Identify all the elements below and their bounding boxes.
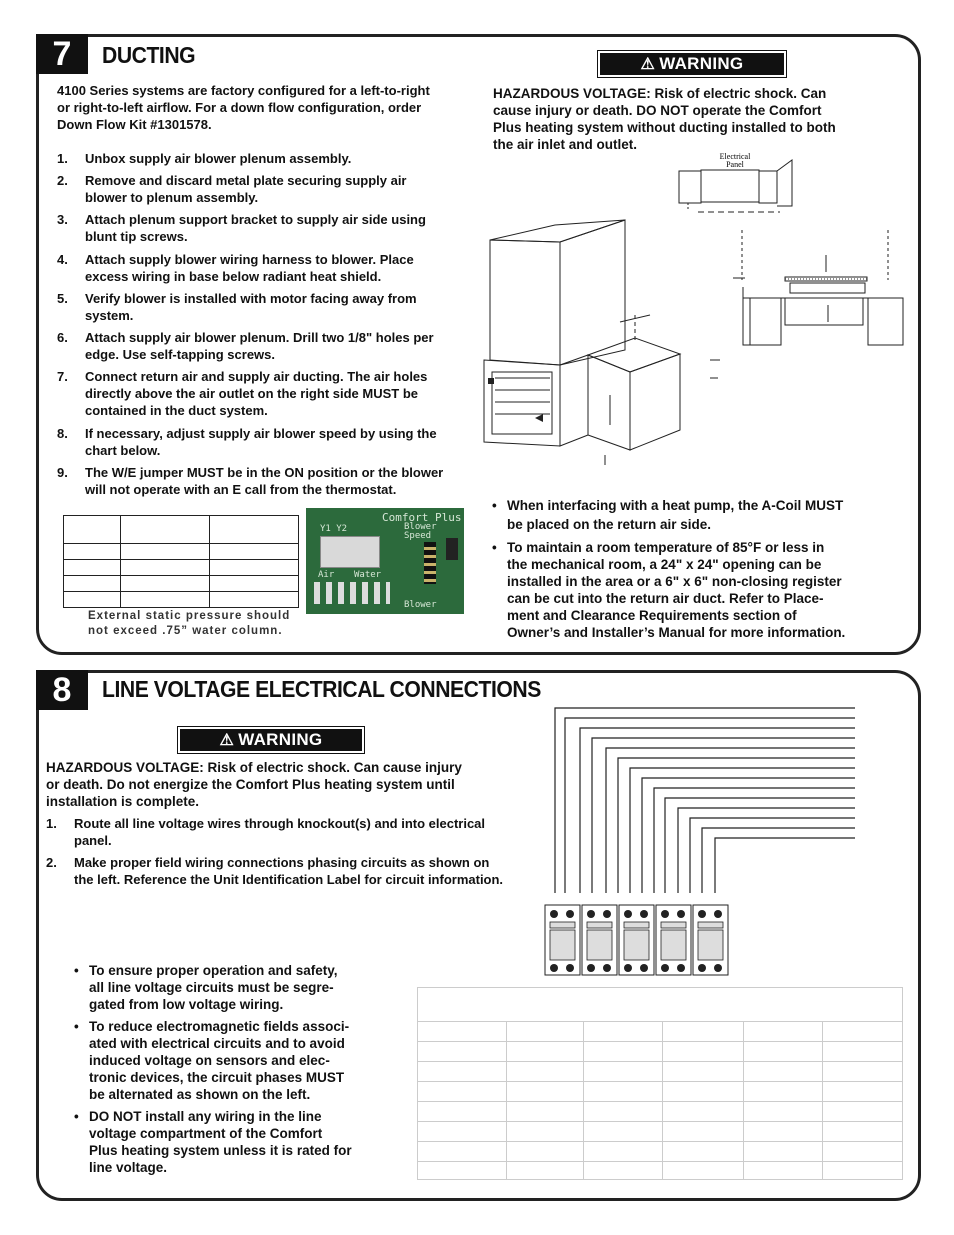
ducting-warning-text: HAZARDOUS VOLTAGE: Risk of electric shock. Can cause injury or death. DO NOT operate the Comfort Plus heating system without ducting installed to both the air inlet and outlet. — [493, 86, 836, 152]
capacitor — [446, 538, 458, 560]
water-jumpers — [350, 582, 390, 604]
relay — [320, 536, 380, 568]
ducting-diagram — [480, 150, 910, 470]
blower-speed-board-photo: Comfort Plus Blower Speed Y1 Y2 Air Water Blower — [306, 508, 464, 614]
jumper-pins — [424, 542, 436, 584]
ducting-intro: 4100 Series systems are factory configured for a left-to-right or right-to-left airflow. For a down flow configuration, order Down Flow Kit #1301578. — [57, 83, 430, 132]
warning-triangle-icon: ⚠ — [219, 732, 235, 749]
electrical-panel-label-line2: Panel — [726, 160, 744, 169]
section-8-number: 8 — [36, 670, 88, 710]
circuit-information-table — [417, 987, 903, 1180]
ducting-warning-banner: ⚠ WARNING — [598, 51, 786, 77]
line-voltage-warning-text: HAZARDOUS VOLTAGE: Risk of electric shock. Can cause injury or death. Do not energize the Comfort Plus heating system until installation is complete. — [46, 760, 462, 809]
air-jumpers — [314, 582, 344, 604]
section-8-title: LINE VOLTAGE ELECTRICAL CONNECTIONS — [102, 676, 541, 702]
line-voltage-warning-banner: ⚠ WARNING — [178, 727, 364, 753]
section-7-title: DUCTING — [102, 42, 196, 68]
warning-triangle-icon: ⚠ — [640, 56, 656, 73]
static-pressure-note: External static pressure should not exceed .75” water column. — [88, 610, 291, 637]
section-7-number: 7 — [36, 34, 88, 74]
blower-speed-chart — [63, 515, 299, 608]
electrical-panel-label-line1: Electrical — [719, 152, 751, 161]
breaker-wiring-diagram — [540, 700, 860, 980]
